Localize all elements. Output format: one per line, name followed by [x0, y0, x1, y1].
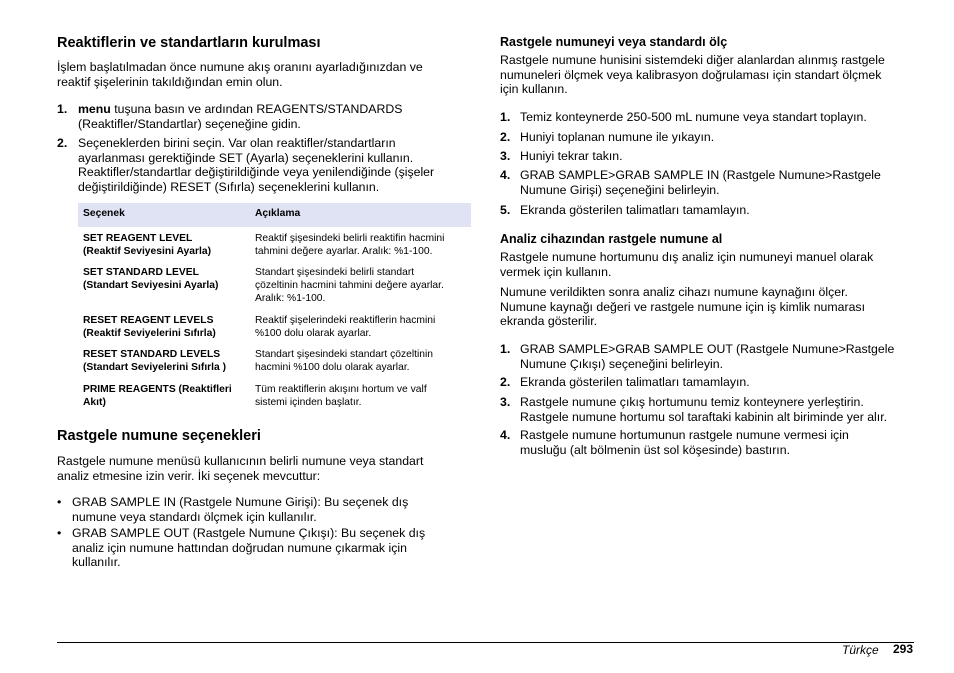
measure-step-1: 1. Temiz konteynerde 250-500 mL numune veya standart toplayın. — [500, 110, 867, 124]
bullet-grab-sample-in: • GRAB SAMPLE IN (Rastgele Numune Girişi): Bu seçenek dış numune veya standardı ölçmek için kullanılır. — [57, 495, 409, 524]
menu-key-label: menu — [78, 102, 111, 116]
measure-step-4: 4. GRAB SAMPLE>GRAB SAMPLE IN (Rastgele Numune>Rastgele Numune Girişi) seçeneğini belirleyin. — [500, 168, 881, 197]
bullet-icon: • — [57, 495, 62, 509]
measure-step-3: 3. Huniyi tekrar takın. — [500, 149, 623, 163]
table-cell-option: SET REAGENT LEVEL (Reaktif Seviyesini Ayarla) — [83, 232, 212, 257]
table-row — [78, 227, 471, 262]
section-heading-grab-sample-options: Rastgele numune seçenekleri — [57, 428, 261, 444]
table-cell-description: Reaktif şişesindeki belirli reaktifin hacmini tahmini değere ayarlar. Aralık: %1-100. — [255, 232, 445, 257]
step-1: 1. menu tuşuna basın ve ardından REAGENTS/STANDARDS (Reaktifler/Standartlar) seçeneğine gidin. — [57, 102, 403, 131]
table-header-row — [78, 203, 471, 227]
table-cell-description: Reaktif şişelerindeki reaktiflerin hacmini %100 dolu olarak ayarlar. — [255, 314, 436, 339]
take-sample-para-2: Numune verildikten sonra analiz cihazı numune kaynağını ölçer. Numune kaynağı değeri ve rastgele numune için iş kimlik numarası ekranda gösterilir. — [500, 285, 865, 328]
table-cell-description: Standart şişesindeki standart çözeltinin hacmini %100 dolu olarak ayarlar. — [255, 349, 434, 374]
table-header-description: Açıklama — [250, 203, 471, 227]
footer-divider — [57, 642, 914, 643]
measure-step-2: 2. Huniyi toplanan numune ile yıkayın. — [500, 130, 715, 144]
section-heading-reagents-standards: Reaktiflerin ve standartların kurulması — [57, 35, 321, 51]
table-cell-description: Tüm reaktiflerin akışını hortum ve valf sistemi içinden başlatır. — [255, 383, 427, 408]
take-sample-para-1: Rastgele numune hortumunu dış analiz için numuneyi manuel olarak vermek için kullanın. — [500, 250, 874, 279]
section-heading-measure-grab-sample: Rastgele numuneyi veya standardı ölç — [500, 35, 728, 49]
take-step-2: 2. Ekranda gösterilen talimatları tamamlayın. — [500, 375, 750, 389]
intro-paragraph: İşlem başlatılmadan önce numune akış oranını ayarladığınızdan ve reaktif şişelerinin takıldığından emin olun. — [57, 60, 423, 89]
section-heading-take-grab-sample: Analiz cihazından rastgele numune al — [500, 232, 723, 246]
take-step-3: 3. Rastgele numune çıkış hortumunu temiz konteynere yerleştirin. Rastgele numune hortumu sol taraftaki kabinin alt biriminde yer alır. — [500, 395, 888, 424]
take-step-1: 1. GRAB SAMPLE>GRAB SAMPLE OUT (Rastgele Numune>Rastgele Numune Çıkışı) seçeneğini belirleyin. — [500, 342, 895, 371]
page-number: 293 — [893, 642, 914, 656]
measure-step-5: 5. Ekranda gösterilen talimatları tamamlayın. — [500, 203, 750, 217]
bullet-grab-sample-out: • GRAB SAMPLE OUT (Rastgele Numune Çıkışı): Bu seçenek dış analiz için numune hattından doğrudan numune çıkarmak için kullanılır. — [57, 526, 426, 569]
grab-sample-intro: Rastgele numune menüsü kullanıcının belirli numune veya standart analiz etmesine izin verir. İki seçenek mevcuttur: — [57, 454, 424, 483]
table-row — [78, 309, 471, 344]
table-row — [78, 343, 471, 378]
measure-intro: Rastgele numune hunisini sistemdeki diğer alanlardan alınmış rastgele numuneleri ölçmek veya kalibrasyon doğrulaması için standart ölçmek için kullanın. — [500, 53, 885, 96]
table-header-option: Seçenek — [78, 203, 250, 227]
options-table — [78, 203, 471, 413]
table-cell-option: SET STANDARD LEVEL (Standart Seviyesini Ayarla) — [83, 267, 219, 292]
take-step-4: 4. Rastgele numune hortumunun rastgele numune vermesi için musluğu (alt bölmenin üst sol köşesinde) bastırın. — [500, 428, 849, 457]
table-cell-option: RESET STANDARD LEVELS (Standart Seviyelerini Sıfırla ) — [83, 349, 227, 374]
table-row — [78, 261, 471, 308]
footer-language: Türkçe — [842, 643, 879, 657]
table-row — [78, 378, 471, 413]
table-cell-option: PRIME REAGENTS (Reaktifleri Akıt) — [83, 383, 232, 408]
table-cell-option: RESET REAGENT LEVELS (Reaktif Seviyelerini Sıfırla) — [83, 314, 216, 339]
table-cell-description: Standart şişesindeki belirli standart çözeltinin hacmini tahmini değere ayarlar. Aralık: %1-100. — [255, 267, 444, 304]
bullet-icon: • — [57, 526, 62, 540]
step-2: 2. Seçeneklerden birini seçin. Var olan reaktifler/standartların ayarlanması gerektiğinde SET (Ayarla) seçeneklerini kullanın. Reaktifler/standartlar değiştirildiğinde veya yenilendiğinde (şişeler değiştirildiğinde) RESET (Sıfırla) seçeneklerini kullanın. — [57, 136, 435, 194]
